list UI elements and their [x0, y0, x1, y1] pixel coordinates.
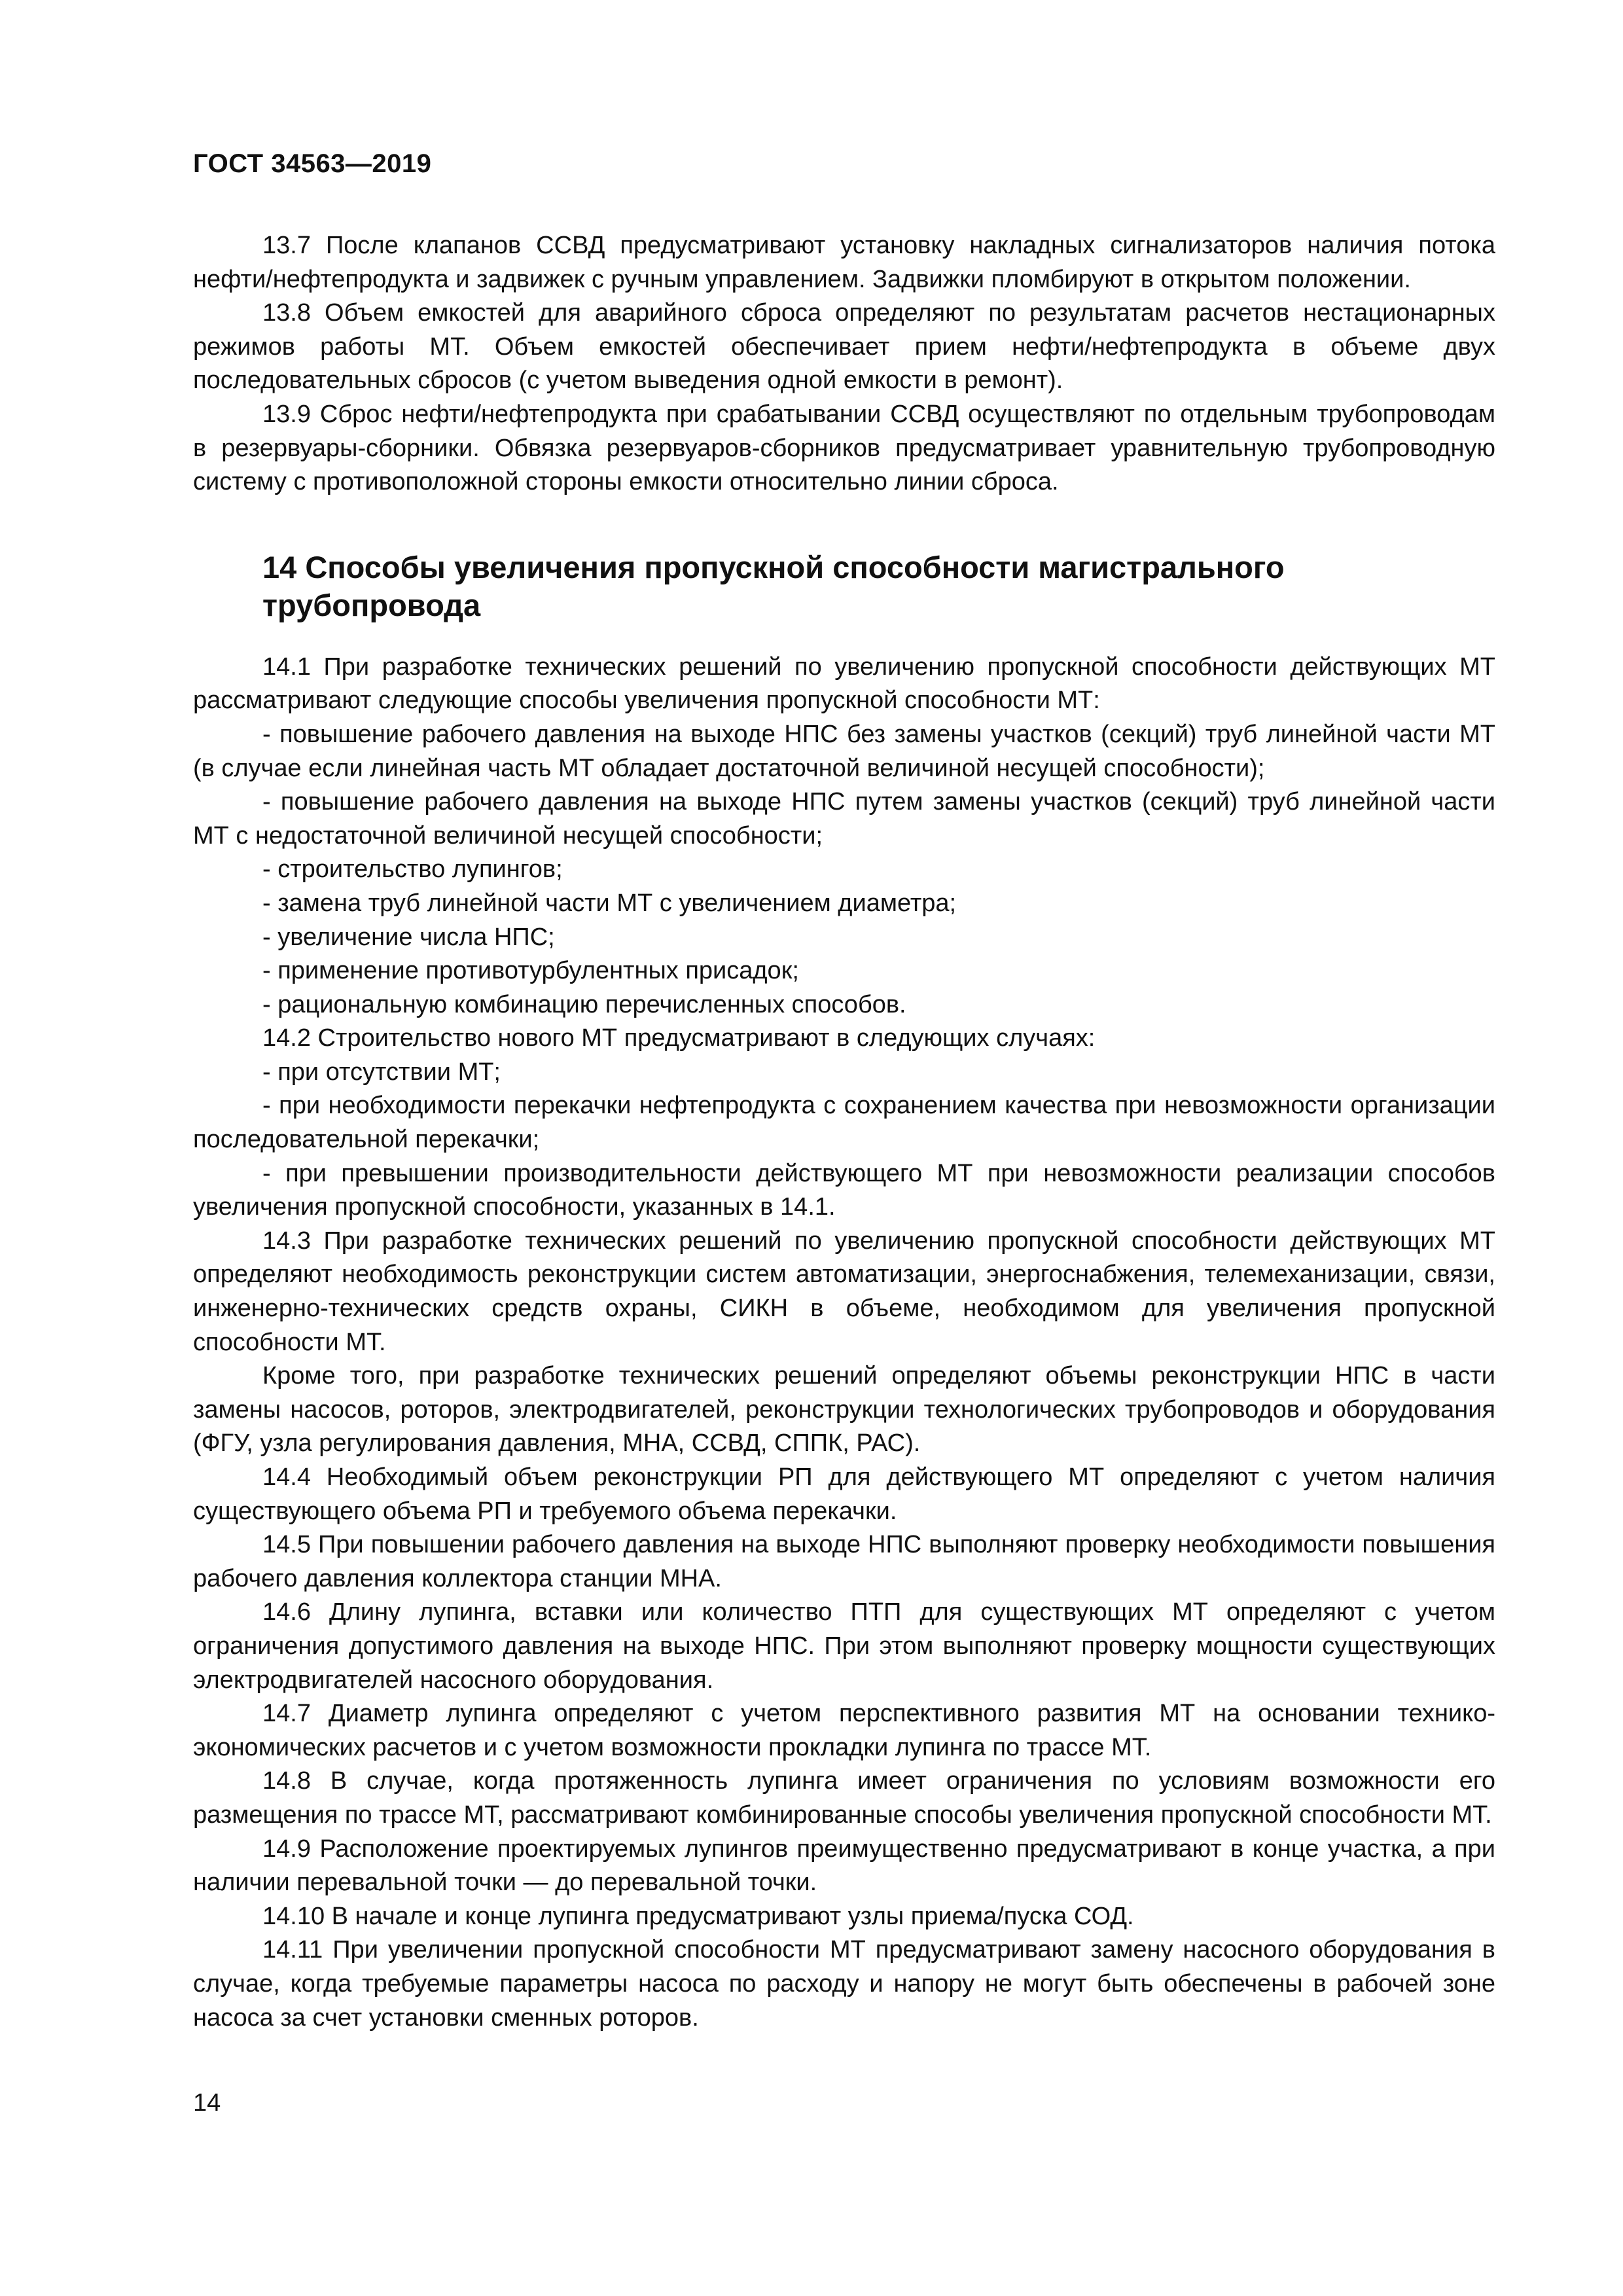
list-item: - увеличение числа НПС; — [262, 923, 555, 951]
list-item: - при отсутствии МТ; — [262, 1058, 501, 1086]
list-item: - повышение рабочего давления на выходе НПС путем замены участков (секций) труб линейной части МТ с недостаточной величиной несущей способности; — [193, 788, 1495, 850]
paragraph-14-3: 14.3 При разработке технических решений по увеличению пропускной способности действующих МТ определяют необходимость реконструкции систем автоматизации, энергоснабжения, телемеханизации, связи, инженерно-технических средств охраны, СИКН в объеме, необходимом для увеличения пропускной способности МТ. — [193, 1227, 1495, 1356]
paragraph-14-7: 14.7 Диаметр лупинга определяют с учетом перспективного развития МТ на основании технико-экономических расчетов и с учетом возможности прокладки лупинга по трассе МТ. — [193, 1700, 1495, 1761]
paragraph-14-4: 14.4 Необходимый объем реконструкции РП для действующего МТ определяют с учетом наличия существующего объема РП и требуемого объема перекачки. — [193, 1463, 1495, 1525]
list-item: - рациональную комбинацию перечисленных способов. — [262, 990, 906, 1018]
paragraph-14-2: 14.2 Строительство нового МТ предусматривают в следующих случаях: — [262, 1024, 1096, 1052]
list-item: - при необходимости перекачки нефтепродукта с сохранением качества при невозможности организации последовательной перекачки; — [193, 1092, 1495, 1154]
list-item: - повышение рабочего давления на выходе НПС без замены участков (секций) труб линейной части МТ (в случае если линейная часть МТ обладает достаточной величиной несущей способности); — [193, 720, 1495, 782]
paragraph-14-10: 14.10 В начале и конце лупинга предусматривают узлы приема/пуска СОД. — [262, 1902, 1134, 1930]
paragraph-14-5: 14.5 При повышении рабочего давления на выходе НПС выполняют проверку необходимости повышения рабочего давления коллектора станции МНА. — [193, 1531, 1495, 1592]
page-body — [193, 229, 1495, 2035]
paragraph-13-7: 13.7 После клапанов ССВД предусматривают установку накладных сигнализаторов наличия потока нефти/нефтепродукта и задвижек с ручным управлением. Задвижки пломбируют в открытом положении. — [193, 232, 1495, 293]
document-code-header: ГОСТ 34563—2019 — [193, 149, 432, 178]
paragraph-13-9: 13.9 Сброс нефти/нефтепродукта при срабатывании ССВД осуществляют по отдельным трубопроводам в резервуары-сборники. Обвязка резервуаров-сборников предусматривает уравнительную трубопроводную систему с противоположной стороны емкости относительно линии сброса. — [193, 400, 1495, 496]
paragraph-14-9: 14.9 Расположение проектируемых лупингов преимущественно предусматривают в конце участка, а при наличии перевальной точки — до перевальной точки. — [193, 1835, 1495, 1897]
paragraph-14-11: 14.11 При увеличении пропускной способности МТ предусматривают замену насосного оборудования в случае, когда требуемые параметры насоса по расходу и напору не могут быть обеспечены в рабочей зоне насоса за счет установки сменных роторов. — [193, 1936, 1495, 2032]
paragraph-14-6: 14.6 Длину лупинга, вставки или количество ПТП для существующих МТ определяют с учетом ограничения допустимого давления на выходе НПС. При этом выполняют проверку мощности существующих электродвигателей насосного оборудования. — [193, 1598, 1495, 1694]
page-number: 14 — [193, 2089, 221, 2117]
paragraph-14-1: 14.1 При разработке технических решений по увеличению пропускной способности действующих МТ рассматривают следующие способы увеличения пропускной способности МТ: — [193, 653, 1495, 715]
list-item: - строительство лупингов; — [262, 855, 563, 884]
paragraph-14-8: 14.8 В случае, когда протяженность лупинга имеет ограничения по условиям возможности его размещения по трассе МТ, рассматривают комбинированные способы увеличения пропускной способности МТ. — [193, 1767, 1495, 1829]
list-item: - применение противотурбулентных присадок; — [262, 957, 799, 985]
paragraph-14-3-continued: Кроме того, при разработке технических решений определяют объемы реконструкции НПС в части замены насосов, роторов, электродвигателей, реконструкции технологических трубопроводов и оборудования (ФГУ, узла регулирования давления, МНА, ССВД, СППК, РАС). — [193, 1362, 1495, 1458]
paragraph-13-8: 13.8 Объем емкостей для аварийного сброса определяют по результатам расчетов нестационарных режимов работы МТ. Объем емкостей обеспечивает прием нефти/нефтепродукта в объеме двух последовательных сбросов (с учетом выведения одной емкости в ремонт). — [193, 299, 1495, 395]
list-item: - при превышении производительности действующего МТ при невозможности реализации способов увеличения пропускной способности, указанных в 14.1. — [193, 1159, 1495, 1221]
list-item: - замена труб линейной части МТ с увеличением диаметра; — [262, 889, 957, 917]
section-14-heading: 14 Способы увеличения пропускной способности магистрального трубопровода — [262, 549, 1285, 622]
